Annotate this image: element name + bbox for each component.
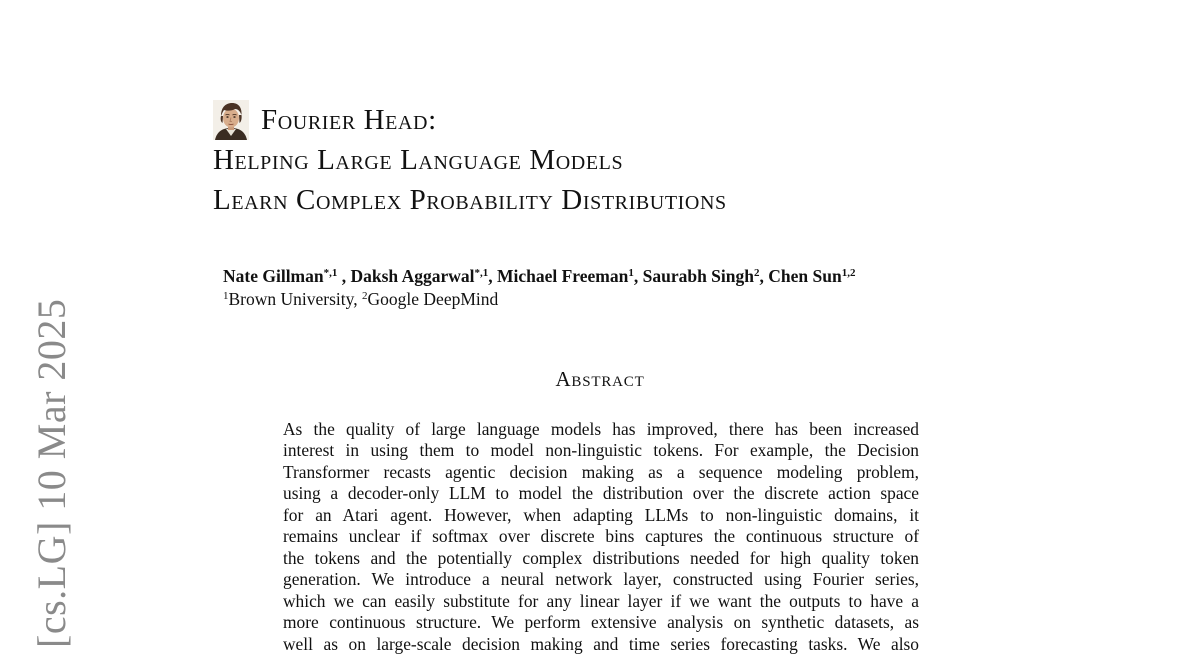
author-name: Daksh Aggarwal	[350, 266, 475, 286]
affiliation-list	[223, 289, 498, 310]
author-name: Saurabh Singh	[642, 266, 754, 286]
abstract-line: interest in using them to model non-linguistic tokens. For example, the Decision	[283, 440, 919, 461]
abstract-line: using a decoder-only LLM to model the distribution over the discrete action space	[283, 483, 919, 504]
author-name: Nate Gillman	[223, 266, 324, 286]
title-line-2: Helping Large Language Models	[213, 144, 624, 176]
abstract-line: for an Atari agent. However, when adapting LLMs to non-linguistic domains, it	[283, 504, 919, 525]
author-affiliation-mark: 1	[628, 267, 634, 279]
title-line-3: Learn Complex Probability Distributions	[213, 184, 727, 216]
author-name: Chen Sun	[768, 266, 842, 286]
arxiv-stamp-text: [cs.LG] 10 Mar 2025	[29, 298, 74, 648]
author-affiliation-mark: *,1	[323, 267, 338, 279]
title-line-1-row	[213, 100, 973, 140]
title-line-1: Fourier Head:	[261, 104, 437, 136]
affiliation-mark: 2	[362, 290, 368, 302]
fourier-portrait-icon	[213, 100, 249, 140]
paper-title	[213, 100, 973, 220]
author-affiliation-mark: 1,2	[841, 267, 856, 279]
abstract-line: more continuous structure. We perform extensive analysis on synthetic datasets, as	[283, 612, 919, 633]
affiliation-mark: 1	[223, 290, 229, 302]
abstract-line: remains unclear if softmax over discrete bins captures the continuous structure of	[283, 526, 919, 547]
affiliation-name: Brown University,	[228, 289, 358, 309]
author-affiliation-mark: *,1	[474, 267, 489, 279]
abstract-heading: Abstract	[555, 367, 645, 391]
abstract-line: As the quality of large language models has improved, there has been increased	[283, 419, 919, 439]
author-affiliation-mark: 2	[754, 267, 760, 279]
abstract-line: the tokens and the potentially complex distributions needed for high quality token	[283, 547, 919, 568]
abstract-line: which we can easily substitute for any linear layer if we want the outputs to have a	[283, 590, 919, 611]
abstract-line: Transformer recasts agentic decision making as a sequence modeling problem,	[283, 461, 919, 482]
author-name: Michael Freeman	[496, 266, 629, 286]
arxiv-identifier-stamp	[28, 0, 76, 648]
abstract-line: generation. We introduce a neural network layer, constructed using Fourier series,	[283, 569, 919, 590]
abstract-line: well as on large-scale decision making and time series forecasting tasks. We also	[283, 633, 919, 654]
abstract-body	[283, 419, 919, 655]
author-list: Nate Gillman$^{*,1}$ , Daksh Aggarwal$^{*,1}$, Michael Freeman$^1$, Saurabh Singh$^2$, Chen Sun$^{1,2}$	[223, 266, 856, 286]
affiliation-name: Google DeepMind	[367, 289, 499, 309]
